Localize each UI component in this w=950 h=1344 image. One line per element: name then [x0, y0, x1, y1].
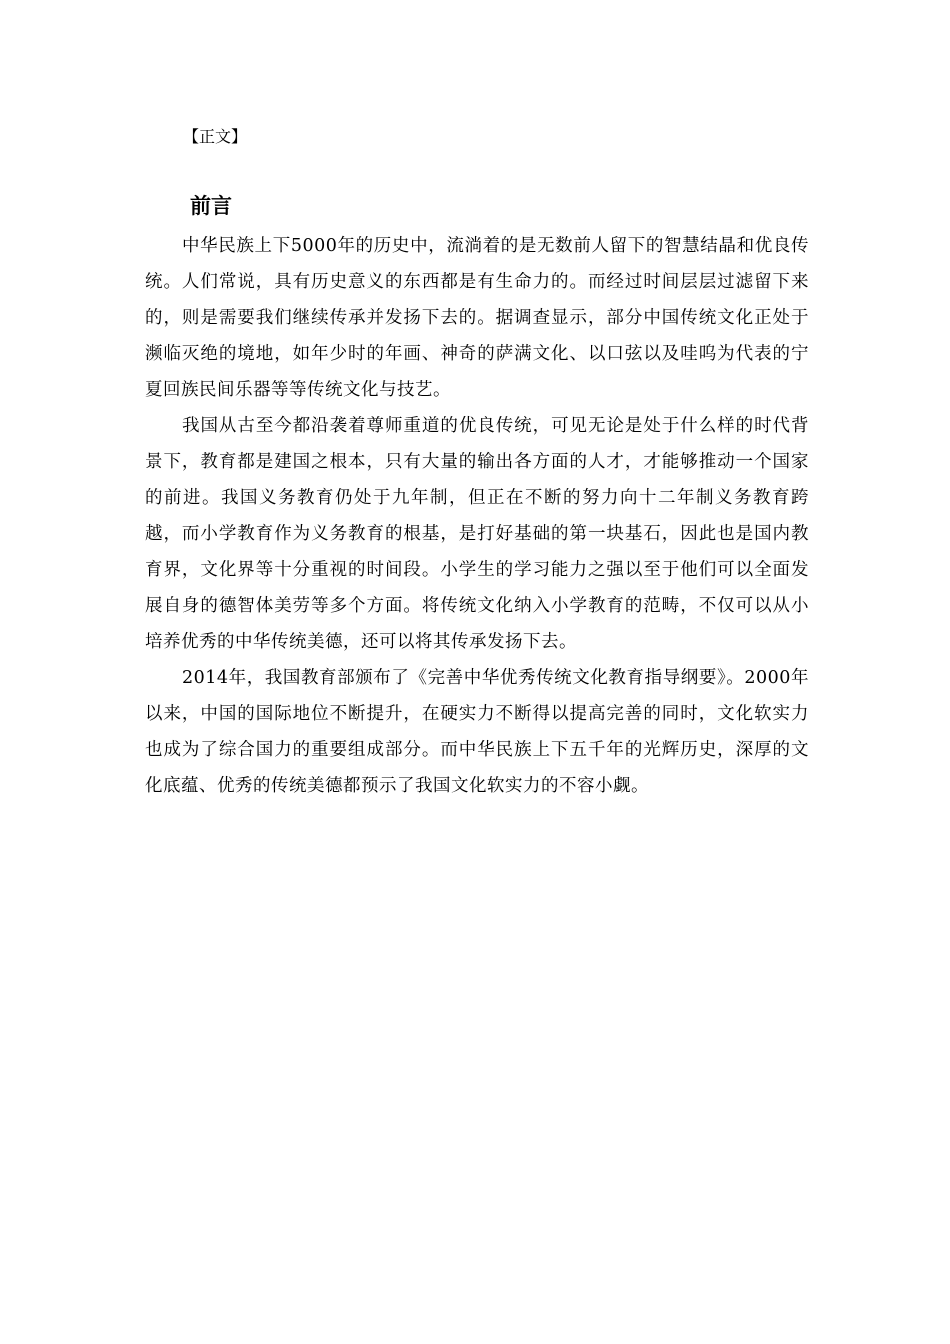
section-marker: 【正文】 [183, 127, 248, 146]
paragraph-3: 2014年，我国教育部颁布了《完善中华优秀传统文化教育指导纲要》。2000年以来，中国的国际地位不断提升，在硬实力不断得以提高完善的同时，文化软实力也成为了综合国力的重要组成部分。而中华民族上下五千年的光辉历史，深厚的文化底蕴、优秀的传统美德都预示了我国文化软实力的不容小觑。 [145, 668, 809, 796]
section-heading: 前言 [190, 194, 232, 218]
paragraph-2: 我国从古至今都沿袭着尊师重道的优良传统，可见无论是处于什么样的时代背景下，教育都是建国之根本，只有大量的输出各方面的人才，才能够推动一个国家的前进。我国义务教育仍处于九年制，但正在不断的努力向十二年制义务教育跨越，而小学教育作为义务教育的根基，是打好基础的第一块基石，因此也是国内教育界，文化界等十分重视的时间段。小学生的学习能力之强以至于他们可以全面发展自身的德智体美劳等多个方面。将传统文化纳入小学教育的范畴，不仅可以从小培养优秀的中华传统美德，还可以将其传承发扬下去。 [145, 416, 809, 652]
body-text [145, 228, 809, 804]
paragraph-1: 中华民族上下5000年的历史中，流淌着的是无数前人留下的智慧结晶和优良传统。人们常说，具有历史意义的东西都是有生命力的。而经过时间层层过滤留下来的，则是需要我们继续传承并发扬下去的。据调查显示，部分中国传统文化正处于濒临灭绝的境地，如年少时的年画、神奇的萨满文化、以口弦以及哇呜为代表的宁夏回族民间乐器等等传统文化与技艺。 [145, 236, 809, 400]
